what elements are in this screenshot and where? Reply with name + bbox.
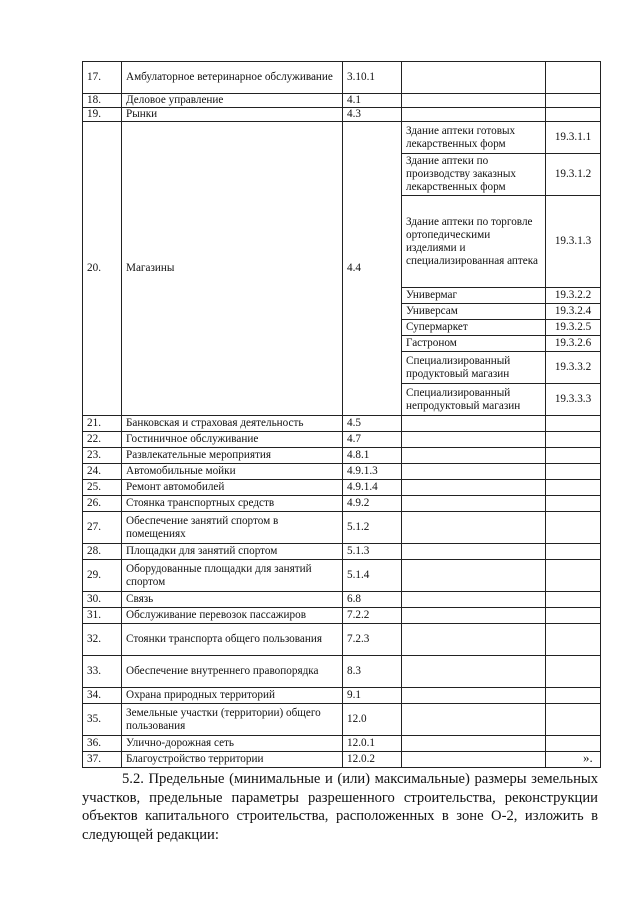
sub-use-name: Здание аптеки готовых лекарственных форм xyxy=(402,122,546,154)
sub-use-name-empty xyxy=(402,624,546,656)
row-number: 22. xyxy=(83,432,122,448)
permitted-use-table xyxy=(82,61,601,768)
sub-use-name-empty xyxy=(402,656,546,688)
sub-use-name: Гастроном xyxy=(402,336,546,352)
table-row xyxy=(83,544,601,560)
table-row xyxy=(83,736,601,752)
table-row xyxy=(83,432,601,448)
sub-use-code-empty xyxy=(546,704,601,736)
use-name: Банковская и страховая деятельность xyxy=(122,416,343,432)
use-code: 7.2.3 xyxy=(343,624,402,656)
use-name: Стоянка транспортных средств xyxy=(122,496,343,512)
table-row xyxy=(83,512,601,544)
use-name: Благоустройство территории xyxy=(122,752,343,768)
table-row xyxy=(83,592,601,608)
row-number: 37. xyxy=(83,752,122,768)
sub-use-name: Здание аптеки по производству заказных лекарственных форм xyxy=(402,154,546,196)
sub-use-name: Универсам xyxy=(402,304,546,320)
use-code: 5.1.3 xyxy=(343,544,402,560)
sub-use-code-empty xyxy=(546,448,601,464)
use-code: 4.9.2 xyxy=(343,496,402,512)
sub-use-name-empty xyxy=(402,94,546,108)
sub-use-code-empty xyxy=(546,608,601,624)
sub-use-code-empty xyxy=(546,592,601,608)
sub-use-code-empty xyxy=(546,464,601,480)
use-name: Ремонт автомобилей xyxy=(122,480,343,496)
row-number: 30. xyxy=(83,592,122,608)
table-row xyxy=(83,656,601,688)
sub-use-code-empty xyxy=(546,624,601,656)
row-number: 23. xyxy=(83,448,122,464)
sub-use-name: Специализированный продуктовый магазин xyxy=(402,352,546,384)
sub-use-name-empty xyxy=(402,62,546,94)
sub-use-name-empty xyxy=(402,464,546,480)
use-code: 5.1.2 xyxy=(343,512,402,544)
sub-use-name-empty xyxy=(402,704,546,736)
sub-use-code-empty xyxy=(546,688,601,704)
use-name: Гостиничное обслуживание xyxy=(122,432,343,448)
sub-use-code: 19.3.1.3 xyxy=(546,196,601,288)
sub-use-code: 19.3.1.2 xyxy=(546,154,601,196)
table-row xyxy=(83,94,601,108)
table-row xyxy=(83,560,601,592)
row-number: 34. xyxy=(83,688,122,704)
use-name: Оборудованные площадки для занятий спортом xyxy=(122,560,343,592)
sub-use-name-empty xyxy=(402,432,546,448)
sub-use-name-empty xyxy=(402,480,546,496)
table-row xyxy=(83,688,601,704)
table-row xyxy=(83,122,601,154)
row-number: 35. xyxy=(83,704,122,736)
use-code: 4.7 xyxy=(343,432,402,448)
table-body xyxy=(83,62,601,768)
use-code: 7.2.2 xyxy=(343,608,402,624)
use-name: Улично-дорожная сеть xyxy=(122,736,343,752)
use-name: Обеспечение занятий спортом в помещениях xyxy=(122,512,343,544)
sub-use-name: Здание аптеки по торговле ортопедическими изделиями и специализированная аптека xyxy=(402,196,546,288)
use-code: 4.3 xyxy=(343,108,402,122)
use-code: 6.8 xyxy=(343,592,402,608)
sub-use-name-empty xyxy=(402,592,546,608)
table-row xyxy=(83,464,601,480)
table-row xyxy=(83,608,601,624)
use-code: 12.0.1 xyxy=(343,736,402,752)
sub-use-name-empty xyxy=(402,496,546,512)
sub-use-name-empty xyxy=(402,608,546,624)
paragraph-text: 5.2. Предельные (минимальные и (или) максимальные) размеры земельных участков, предельные параметры разрешенного строительства, реконструкции объектов капитального строительства, расположенных в зоне О-2, изложить в следующей редакции: xyxy=(82,771,598,843)
sub-use-code: 19.3.2.5 xyxy=(546,320,601,336)
use-name: Магазины xyxy=(122,122,343,416)
sub-use-name-empty xyxy=(402,560,546,592)
use-name: Обеспечение внутреннего правопорядка xyxy=(122,656,343,688)
sub-use-code-empty xyxy=(546,416,601,432)
use-code: 8.3 xyxy=(343,656,402,688)
row-number: 31. xyxy=(83,608,122,624)
use-code: 4.8.1 xyxy=(343,448,402,464)
use-code: 12.0.2 xyxy=(343,752,402,768)
row-number: 25. xyxy=(83,480,122,496)
sub-use-code-empty xyxy=(546,480,601,496)
use-name: Охрана природных территорий xyxy=(122,688,343,704)
use-name: Обслуживание перевозок пассажиров xyxy=(122,608,343,624)
use-code: 4.4 xyxy=(343,122,402,416)
sub-use-name-empty xyxy=(402,448,546,464)
sub-use-code-empty xyxy=(546,94,601,108)
table-row xyxy=(83,480,601,496)
table-row xyxy=(83,704,601,736)
sub-use-code: 19.3.1.1 xyxy=(546,122,601,154)
sub-use-code: 19.3.2.2 xyxy=(546,288,601,304)
table-row xyxy=(83,448,601,464)
use-name: Связь xyxy=(122,592,343,608)
sub-use-name-empty xyxy=(402,512,546,544)
sub-use-code-empty xyxy=(546,108,601,122)
sub-use-code: 19.3.2.4 xyxy=(546,304,601,320)
row-number: 20. xyxy=(83,122,122,416)
use-code: 4.9.1.3 xyxy=(343,464,402,480)
row-number: 24. xyxy=(83,464,122,480)
sub-use-code-empty xyxy=(546,656,601,688)
sub-use-name: Специализированный непродуктовый магазин xyxy=(402,384,546,416)
row-number: 21. xyxy=(83,416,122,432)
row-number: 33. xyxy=(83,656,122,688)
sub-use-code: 19.3.2.6 xyxy=(546,336,601,352)
row-number: 32. xyxy=(83,624,122,656)
table-row xyxy=(83,62,601,94)
sub-use-name-empty xyxy=(402,736,546,752)
table-row xyxy=(83,624,601,656)
sub-use-code: 19.3.3.3 xyxy=(546,384,601,416)
sub-use-code-empty xyxy=(546,560,601,592)
row-number: 29. xyxy=(83,560,122,592)
sub-use-name: Универмаг xyxy=(402,288,546,304)
use-name: Площадки для занятий спортом xyxy=(122,544,343,560)
sub-use-code-empty xyxy=(546,62,601,94)
use-name: Земельные участки (территории) общего пользования xyxy=(122,704,343,736)
sub-use-name-empty xyxy=(402,416,546,432)
sub-use-name-empty xyxy=(402,752,546,768)
row-number: 36. xyxy=(83,736,122,752)
sub-use-name-empty xyxy=(402,688,546,704)
row-number: 18. xyxy=(83,94,122,108)
closing-quote: ». xyxy=(583,750,593,765)
use-code: 4.9.1.4 xyxy=(343,480,402,496)
use-code: 9.1 xyxy=(343,688,402,704)
use-name: Развлекательные мероприятия xyxy=(122,448,343,464)
row-number: 19. xyxy=(83,108,122,122)
use-name: Стоянки транспорта общего пользования xyxy=(122,624,343,656)
sub-use-code-empty xyxy=(546,496,601,512)
sub-use-name-empty xyxy=(402,108,546,122)
row-number: 28. xyxy=(83,544,122,560)
use-code: 5.1.4 xyxy=(343,560,402,592)
sub-use-name: Супермаркет xyxy=(402,320,546,336)
sub-use-code: 19.3.3.2 xyxy=(546,352,601,384)
use-code: 3.10.1 xyxy=(343,62,402,94)
use-code: 4.1 xyxy=(343,94,402,108)
sub-use-name-empty xyxy=(402,544,546,560)
table-row xyxy=(83,108,601,122)
row-number: 27. xyxy=(83,512,122,544)
use-code: 12.0 xyxy=(343,704,402,736)
sub-use-code-empty xyxy=(546,512,601,544)
use-name: Амбулаторное ветеринарное обслуживание xyxy=(122,62,343,94)
row-number: 17. xyxy=(83,62,122,94)
use-name: Автомобильные мойки xyxy=(122,464,343,480)
use-name: Рынки xyxy=(122,108,343,122)
sub-use-code-empty xyxy=(546,544,601,560)
use-name: Деловое управление xyxy=(122,94,343,108)
table-row xyxy=(83,496,601,512)
row-number: 26. xyxy=(83,496,122,512)
table-row xyxy=(83,752,601,768)
table-row xyxy=(83,416,601,432)
paragraph-5-2 xyxy=(82,770,598,844)
sub-use-code-empty xyxy=(546,432,601,448)
use-code: 4.5 xyxy=(343,416,402,432)
